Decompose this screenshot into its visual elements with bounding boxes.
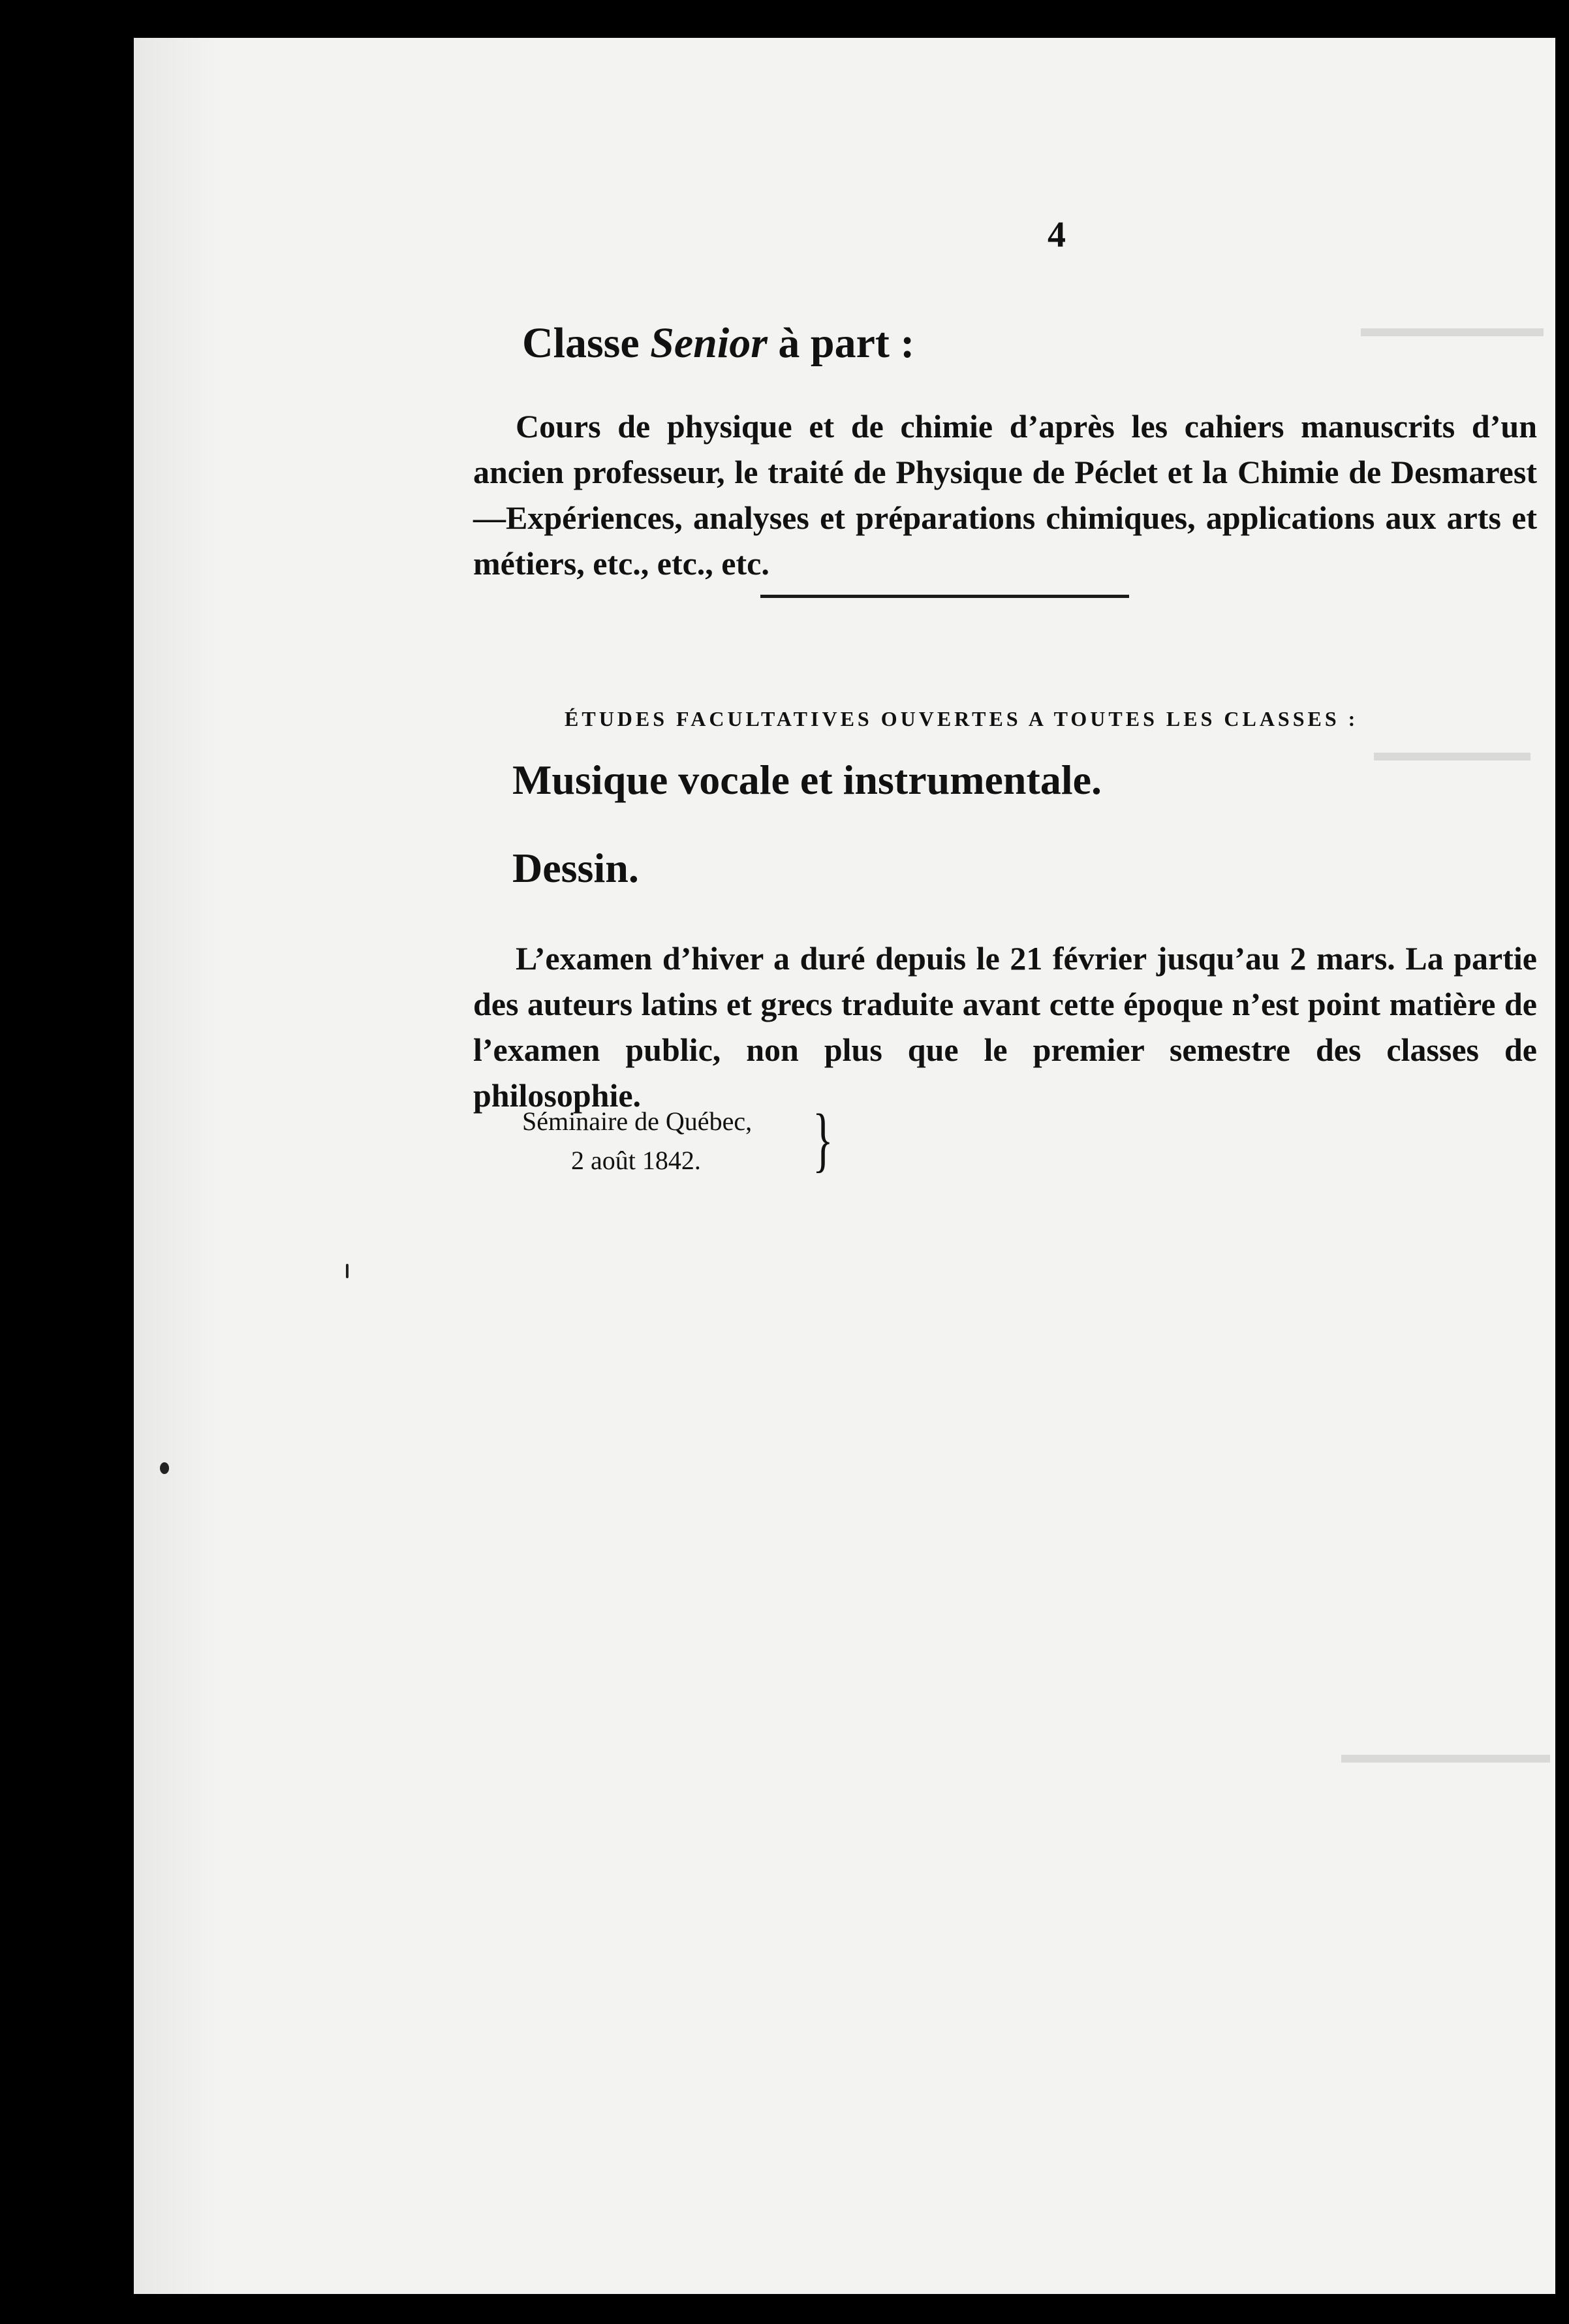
subject-drawing: Dessin. <box>512 845 639 891</box>
section-divider <box>760 595 1129 598</box>
senior-heading-prefix: Classe <box>522 319 651 367</box>
optional-studies-heading: ÉTUDES FACULTATIVES OUVERTES A TOUTES LES CLASSES : <box>565 707 1359 730</box>
show-through-right-2: ▬▬▬▬▬▬ <box>1374 737 1530 766</box>
ink-speck <box>160 1462 169 1474</box>
senior-heading-italic: Senior <box>650 319 768 367</box>
senior-heading-suffix: à part : <box>767 319 915 367</box>
signature-place: Séminaire de Québec, <box>522 1107 753 1136</box>
signature-date: 2 août 1842. <box>571 1146 701 1175</box>
page-number: 4 <box>1048 215 1066 255</box>
senior-courses-paragraph: Cours de physique et de chimie d’après les cahiers manuscrits d’un ancien professeur, le traité de Physique de Péclet et la Chimie de Desmarest—Expériences, analyses et préparations chimiques, applications aux arts et métiers, etc., etc., etc. <box>473 408 1537 582</box>
page-edge-shadow <box>134 38 219 2294</box>
show-through-lower: ▬▬▬▬▬▬▬▬ <box>1341 1739 1550 1768</box>
senior-class-heading <box>522 319 914 368</box>
subject-music: Musique vocale et instrumentale. <box>512 757 1102 803</box>
exam-paragraph: L’examen d’hiver a duré depuis le 21 février jusqu’au 2 mars. La partie des auteurs latins et grecs traduite avant cette époque n’est point matière de l’examen public, non plus que le premier semestre des classes de philosophie. <box>473 940 1537 1114</box>
ink-speck <box>346 1264 349 1278</box>
document-page <box>134 38 1555 2294</box>
signature-brace-icon: } <box>813 1099 833 1179</box>
signature-block <box>522 1102 752 1180</box>
show-through-right: ▬▬▬▬▬▬▬ <box>1361 313 1544 342</box>
